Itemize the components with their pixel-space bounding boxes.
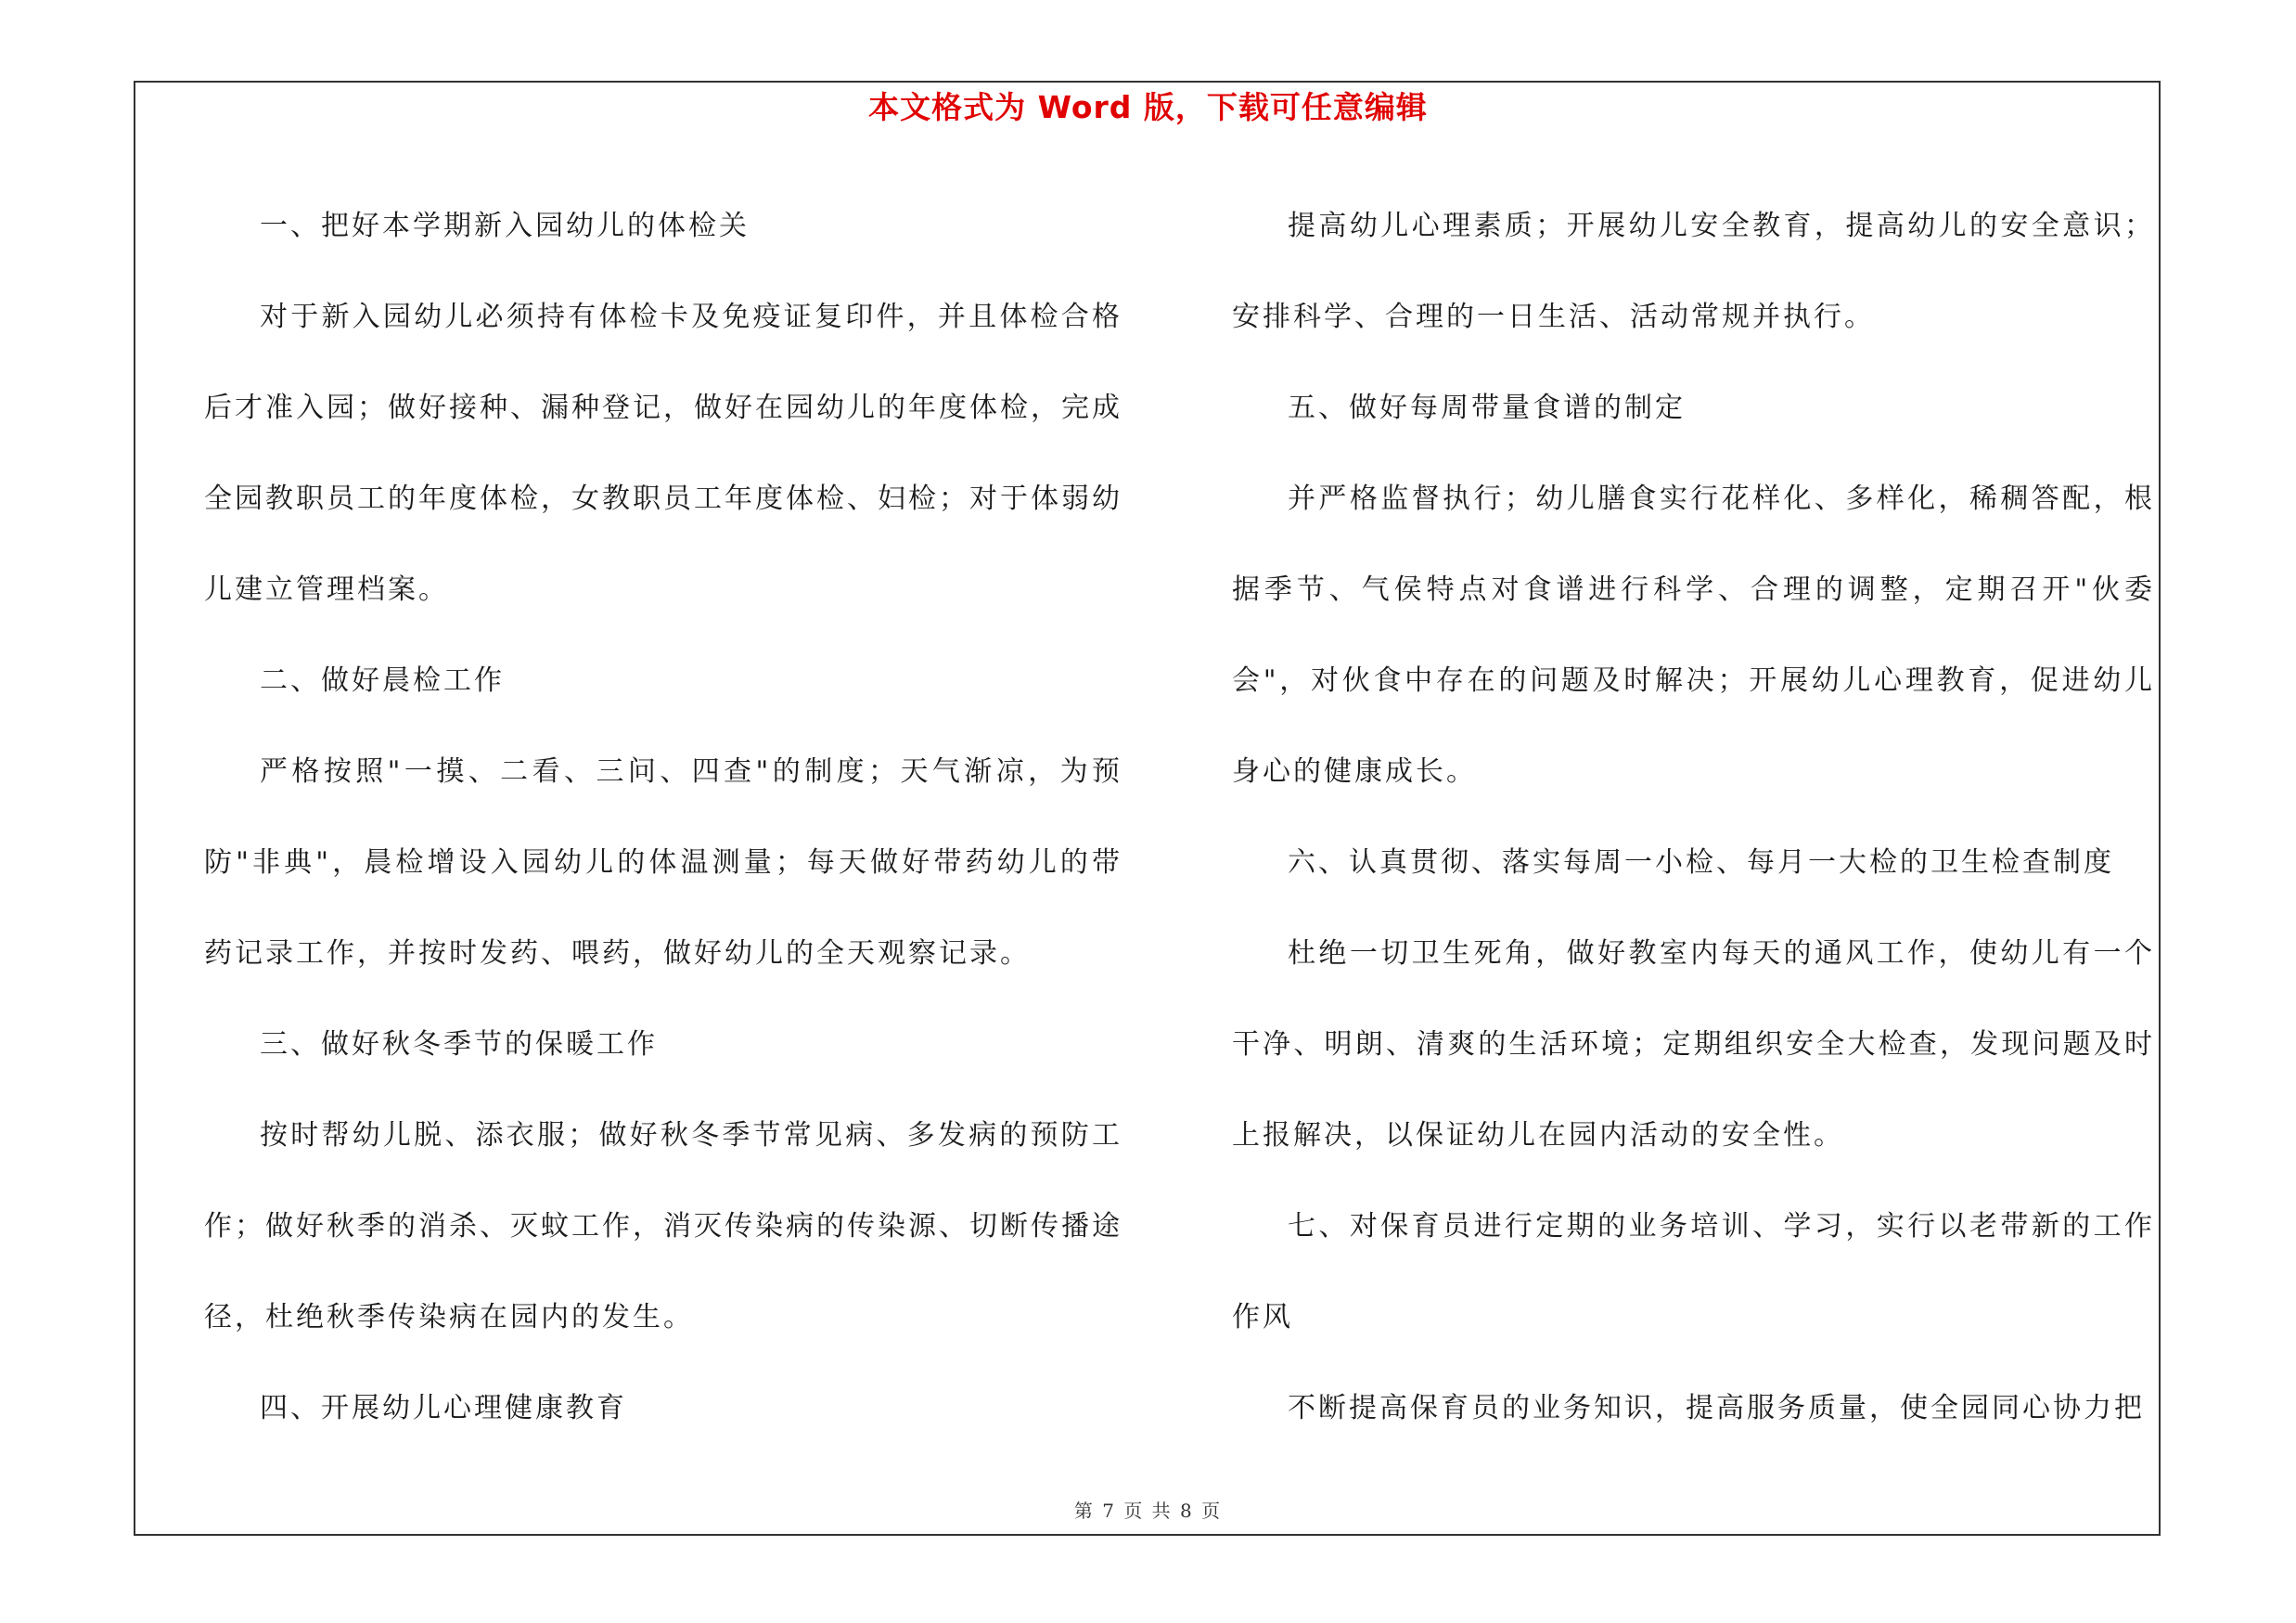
paragraph: 七、对保育员进行定期的业务培训、学习，实行以老带新的工作作风: [1232, 1210, 2155, 1333]
paragraph: 不断提高保育员的业务知识，提高服务质量，使全园同心协力把: [1288, 1392, 2145, 1424]
paragraph: 一、把好本学期新入园幼儿的体检关: [260, 210, 750, 242]
paragraph: 并严格监督执行；幼儿膳食实行花样化、多样化，稀稠答配，根据季节、气侯特点对食谱进行科学、合理的调整，定期召开"伙委会"，对伙食中存在的问题及时解决；开展幼儿心理教育，促进幼儿身心的健康成长。: [1232, 483, 2155, 788]
paragraph: 严格按照"一摸、二看、三问、四查"的制度；天气渐凉，为预防"非典"，晨检增设入园幼儿的体温测量；每天做好带药幼儿的带药记录工作，并按时发药、喂药，做好幼儿的全天观察记录。: [204, 755, 1122, 970]
format-banner: 本文格式为 Word 版，下载可任意编辑: [868, 89, 1428, 125]
right-column: [1232, 181, 2155, 1454]
paragraph: 按时帮幼儿脱、添衣服；做好秋冬季节常见病、多发病的预防工作；做好秋季的消杀、灭蚊工作，消灭传染病的传染源、切断传播途径，杜绝秋季传染病在园内的发生。: [204, 1119, 1122, 1333]
paragraph: 杜绝一切卫生死角，做好教室内每天的通风工作，使幼儿有一个干净、明朗、清爽的生活环境；定期组织安全大检查，发现问题及时上报解决，以保证幼儿在园内活动的安全性。: [1232, 937, 2155, 1152]
paragraph: 三、做好秋冬季节的保暖工作: [260, 1028, 658, 1061]
left-column: [204, 181, 1122, 1454]
paragraph: 六、认真贯彻、落实每周一小检、每月一大检的卫生检查制度: [1288, 846, 2114, 879]
paragraph: 五、做好每周带量食谱的制定: [1288, 392, 1686, 424]
paragraph: 对于新入园幼儿必须持有体检卡及免疫证复印件，并且体检合格后才准入园；做好接种、漏种登记，做好在园幼儿的年度体检，完成全园教职员工的年度体检，女教职员工年度体检、妇检；对于体弱幼儿建立管理档案。: [204, 301, 1122, 606]
paragraph: 提高幼儿心理素质；开展幼儿安全教育，提高幼儿的安全意识；安排科学、合理的一日生活、活动常规并执行。: [1232, 210, 2155, 333]
paragraph: 二、做好晨检工作: [260, 664, 505, 697]
paragraph: 四、开展幼儿心理健康教育: [260, 1392, 627, 1424]
page-number-footer: 第 7 页 共 8 页: [1073, 1500, 1223, 1522]
